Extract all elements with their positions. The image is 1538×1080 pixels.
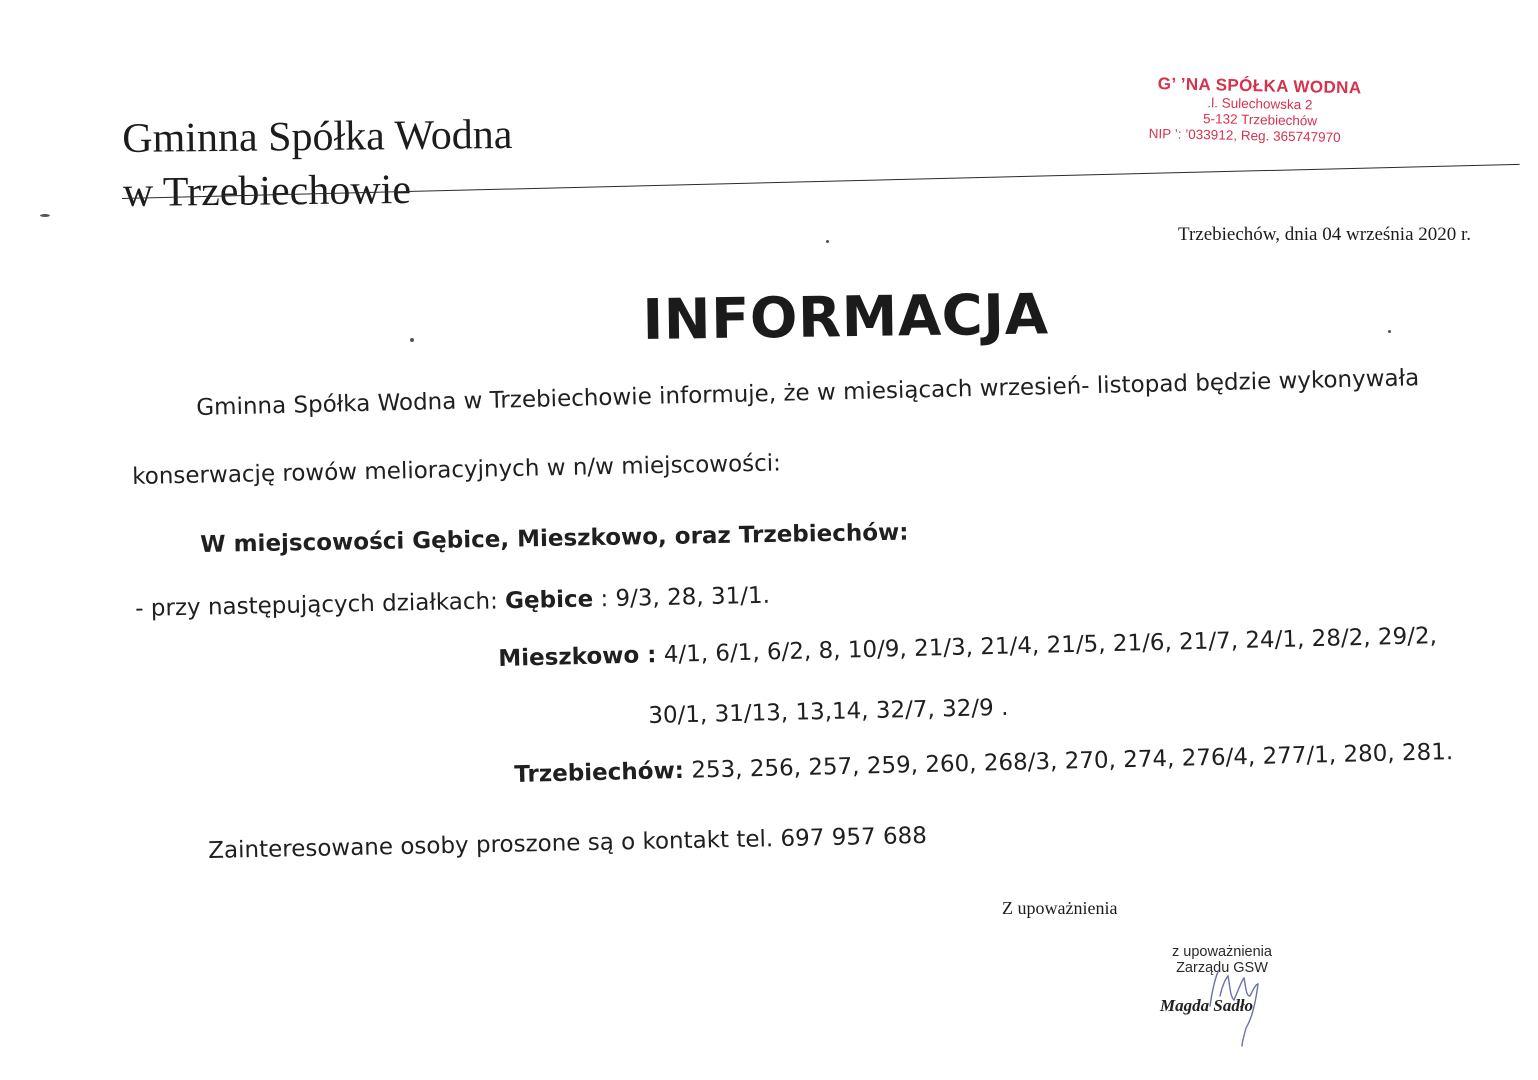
plots-trzebiechow (514, 739, 1453, 788)
authorization-note: Z upoważnienia (1002, 898, 1118, 918)
stamp-ids: NIP ’: ’033912, Reg. 365747970 (1148, 125, 1341, 146)
mieszkowo-values-1: 4/1, 6/1, 6/2, 8, 10/9, 21/3, 21/4, 21/5, 21/6, 21/7, 24/1, 28/2, 29/2, (656, 623, 1438, 669)
document-title: INFORMACJA (642, 282, 1049, 353)
scan-speck (826, 240, 829, 243)
stamp-city: 5-132 Trzebiechów (1202, 111, 1318, 129)
localities-heading: W miejscowości Gębice, Mieszkowo, oraz Trzebiechów: (200, 519, 909, 558)
contact-line: Zainteresowane osoby proszone są o kontakt tel. 697 957 688 (208, 822, 928, 864)
gebice-label: Gębice (504, 586, 594, 615)
plots-mieszkowo (498, 623, 1437, 672)
trzebiechow-label: Trzebiechów: (514, 757, 685, 788)
mieszkowo-label: Mieszkowo : (498, 642, 657, 672)
intro-line-1: Gminna Spółka Wodna w Trzebiechowie informuje, że w miesiącach wrzesień- listopad będzie wykonywała (196, 365, 1420, 421)
scan-speck (1388, 330, 1391, 333)
mieszkowo-values-2: 30/1, 31/13, 13,14, 32/7, 32/9 . (648, 694, 1009, 729)
stamp-street: .l. Sulechowska 2 (1207, 95, 1313, 113)
plots-prefix: - przy następujących działkach: (135, 588, 506, 622)
scan-speck (410, 338, 414, 342)
organization-location: w Trzebiechowie (122, 166, 412, 216)
signature-stamp-line-1: z upoważnienia (1172, 944, 1272, 960)
scan-speck (40, 214, 50, 217)
signature-stamp-line-2: Zarządu GSW (1176, 960, 1268, 976)
intro-line-2: konserwację rowów melioracyjnych w n/w miejscowości: (132, 450, 782, 490)
organization-stamp (1149, 74, 1420, 148)
organization-header (122, 108, 513, 220)
date-line: Trzebiechów, dnia 04 września 2020 r. (1178, 224, 1472, 245)
signatory-name: Magda Sadło (1160, 996, 1254, 1015)
trzebiechow-values: 253, 256, 257, 259, 260, 268/3, 270, 274, 276/4, 277/1, 280, 281. (683, 739, 1454, 784)
gebice-values: : 9/3, 28, 31/1. (592, 582, 771, 613)
plots-gebice (135, 583, 770, 622)
organization-name: Gminna Spółka Wodna (122, 111, 513, 162)
stamp-name: G’ ’NA SPÓŁKA WODNA (1157, 74, 1362, 98)
